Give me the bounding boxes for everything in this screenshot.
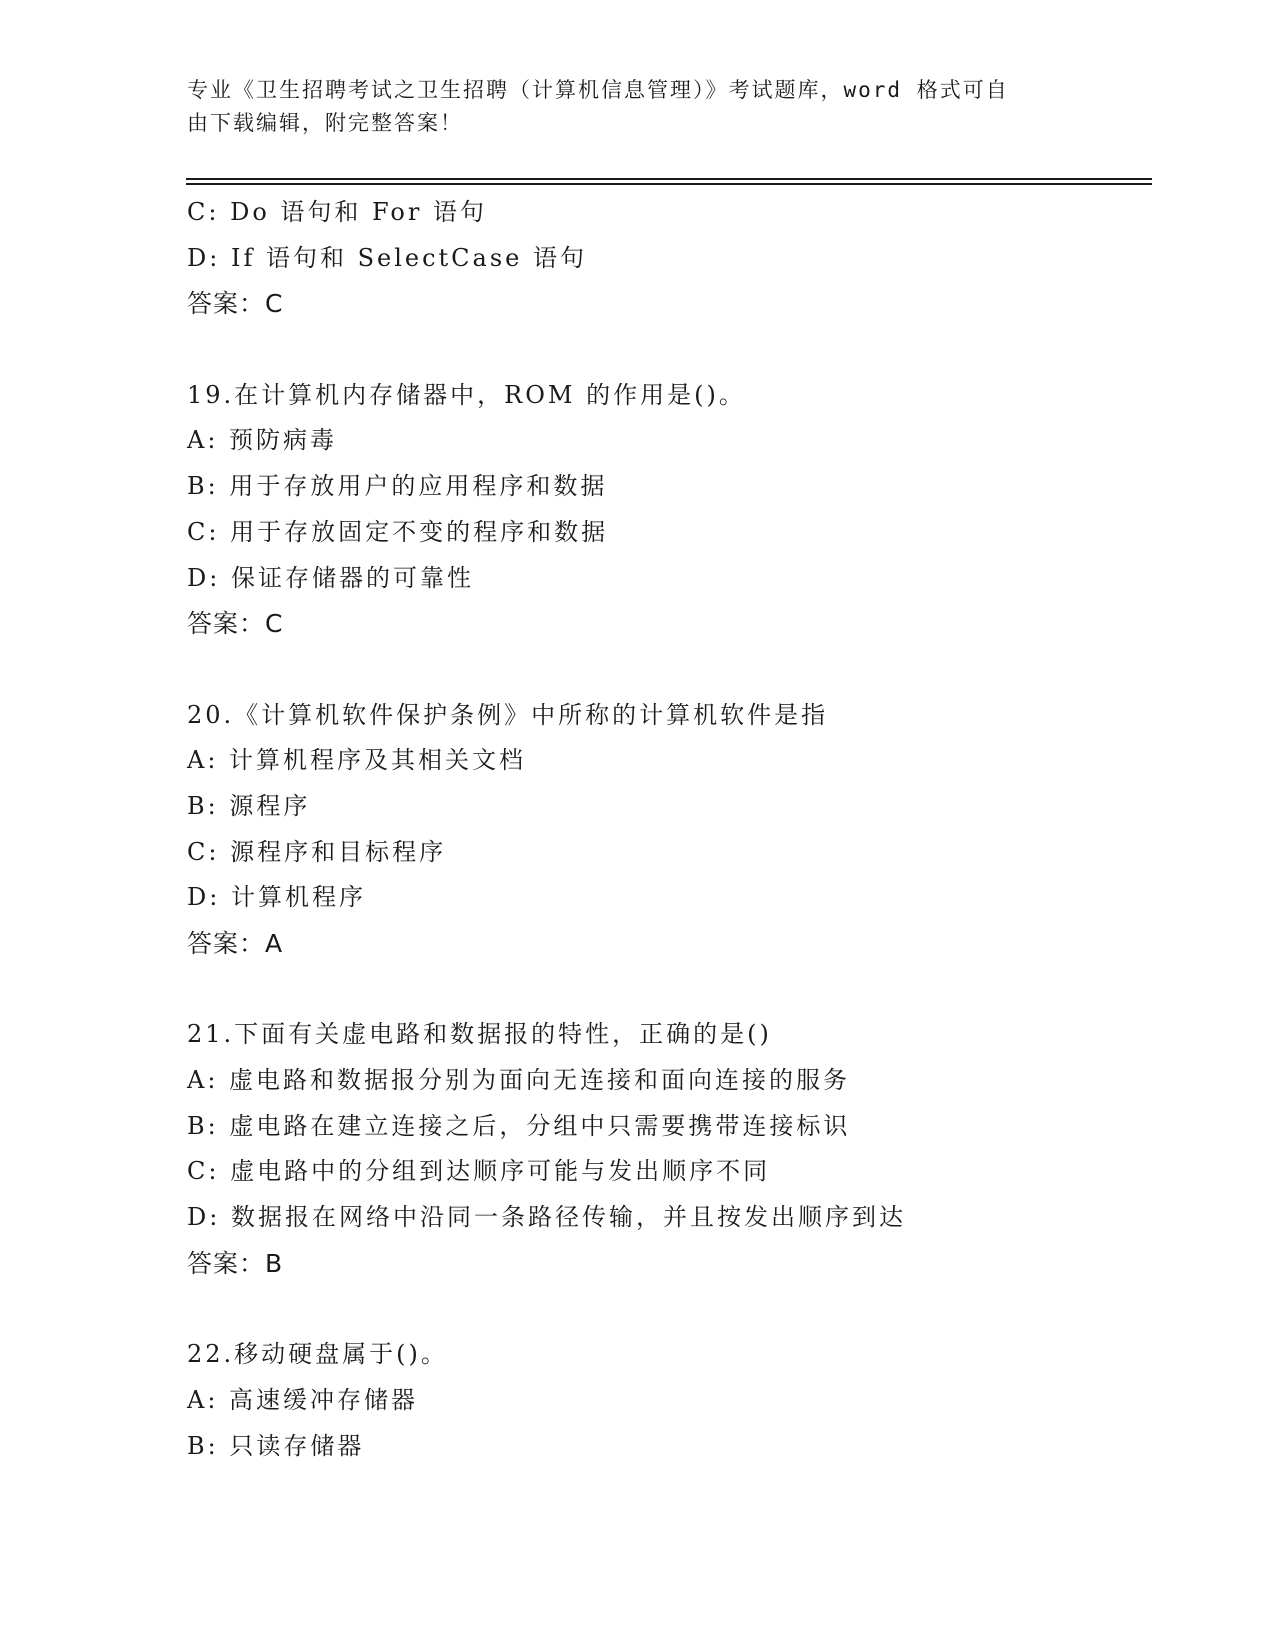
question-stem: 22.移动硬盘属于()。 bbox=[187, 1340, 448, 1369]
option-d: D: 数据报在网络中沿同一条路径传输，并且按发出顺序到达 bbox=[187, 1203, 906, 1232]
answer-line: 答案：C bbox=[187, 289, 284, 319]
question-22 bbox=[187, 1332, 1187, 1469]
option-d: D: 保证存储器的可靠性 bbox=[187, 563, 474, 592]
option-c: C: 用于存放固定不变的程序和数据 bbox=[187, 517, 609, 546]
carryover-block bbox=[187, 190, 1187, 327]
answer-line: 答案：C bbox=[187, 609, 284, 639]
option-b: B: 源程序 bbox=[187, 791, 311, 820]
answer-line: 答案：A bbox=[187, 929, 284, 958]
option-c: C: Do 语句和 For 语句 bbox=[187, 198, 487, 226]
spacer bbox=[187, 1287, 1187, 1333]
option-c: C: 虚电路中的分组到达顺序可能与发出顺序不同 bbox=[187, 1157, 771, 1186]
option-b: B: 只读存储器 bbox=[187, 1431, 365, 1460]
header-rule-top bbox=[186, 178, 1152, 180]
option-b: B: 虚电路在建立连接之后，分组中只需要携带连接标识 bbox=[187, 1111, 851, 1140]
spacer bbox=[187, 647, 1187, 693]
question-stem: 19.在计算机内存储器中，ROM 的作用是()。 bbox=[187, 380, 746, 409]
question-list bbox=[187, 190, 1187, 1469]
option-d: D: If 语句和 SelectCase 语句 bbox=[187, 243, 588, 272]
option-a: A: 虚电路和数据报分别为面向无连接和面向连接的服务 bbox=[187, 1066, 851, 1095]
option-c: C: 源程序和目标程序 bbox=[187, 837, 447, 866]
answer-line: 答案：B bbox=[187, 1248, 284, 1278]
question-stem: 20.《计算机软件保护条例》中所称的计算机软件是指 bbox=[187, 700, 829, 729]
question-stem: 21.下面有关虚电路和数据报的特性，正确的是() bbox=[187, 1020, 772, 1049]
question-21 bbox=[187, 1012, 1187, 1286]
spacer bbox=[187, 327, 1187, 373]
option-a: A: 预防病毒 bbox=[187, 426, 338, 455]
option-a: A: 计算机程序及其相关文档 bbox=[187, 746, 527, 775]
question-19 bbox=[187, 373, 1187, 647]
header-rule-bottom bbox=[186, 183, 1152, 185]
option-d: D: 计算机程序 bbox=[187, 883, 366, 912]
header-line-1: 专业《卫生招聘考试之卫生招聘（计算机信息管理）》考试题库，word 格式可自 bbox=[187, 78, 1009, 102]
header-line-2: 由下载编辑，附完整答案！ bbox=[187, 111, 463, 135]
document-header bbox=[187, 74, 1087, 140]
option-b: B: 用于存放用户的应用程序和数据 bbox=[187, 472, 608, 501]
spacer bbox=[187, 967, 1187, 1013]
question-20 bbox=[187, 693, 1187, 967]
option-a: A: 高速缓冲存储器 bbox=[187, 1385, 419, 1414]
